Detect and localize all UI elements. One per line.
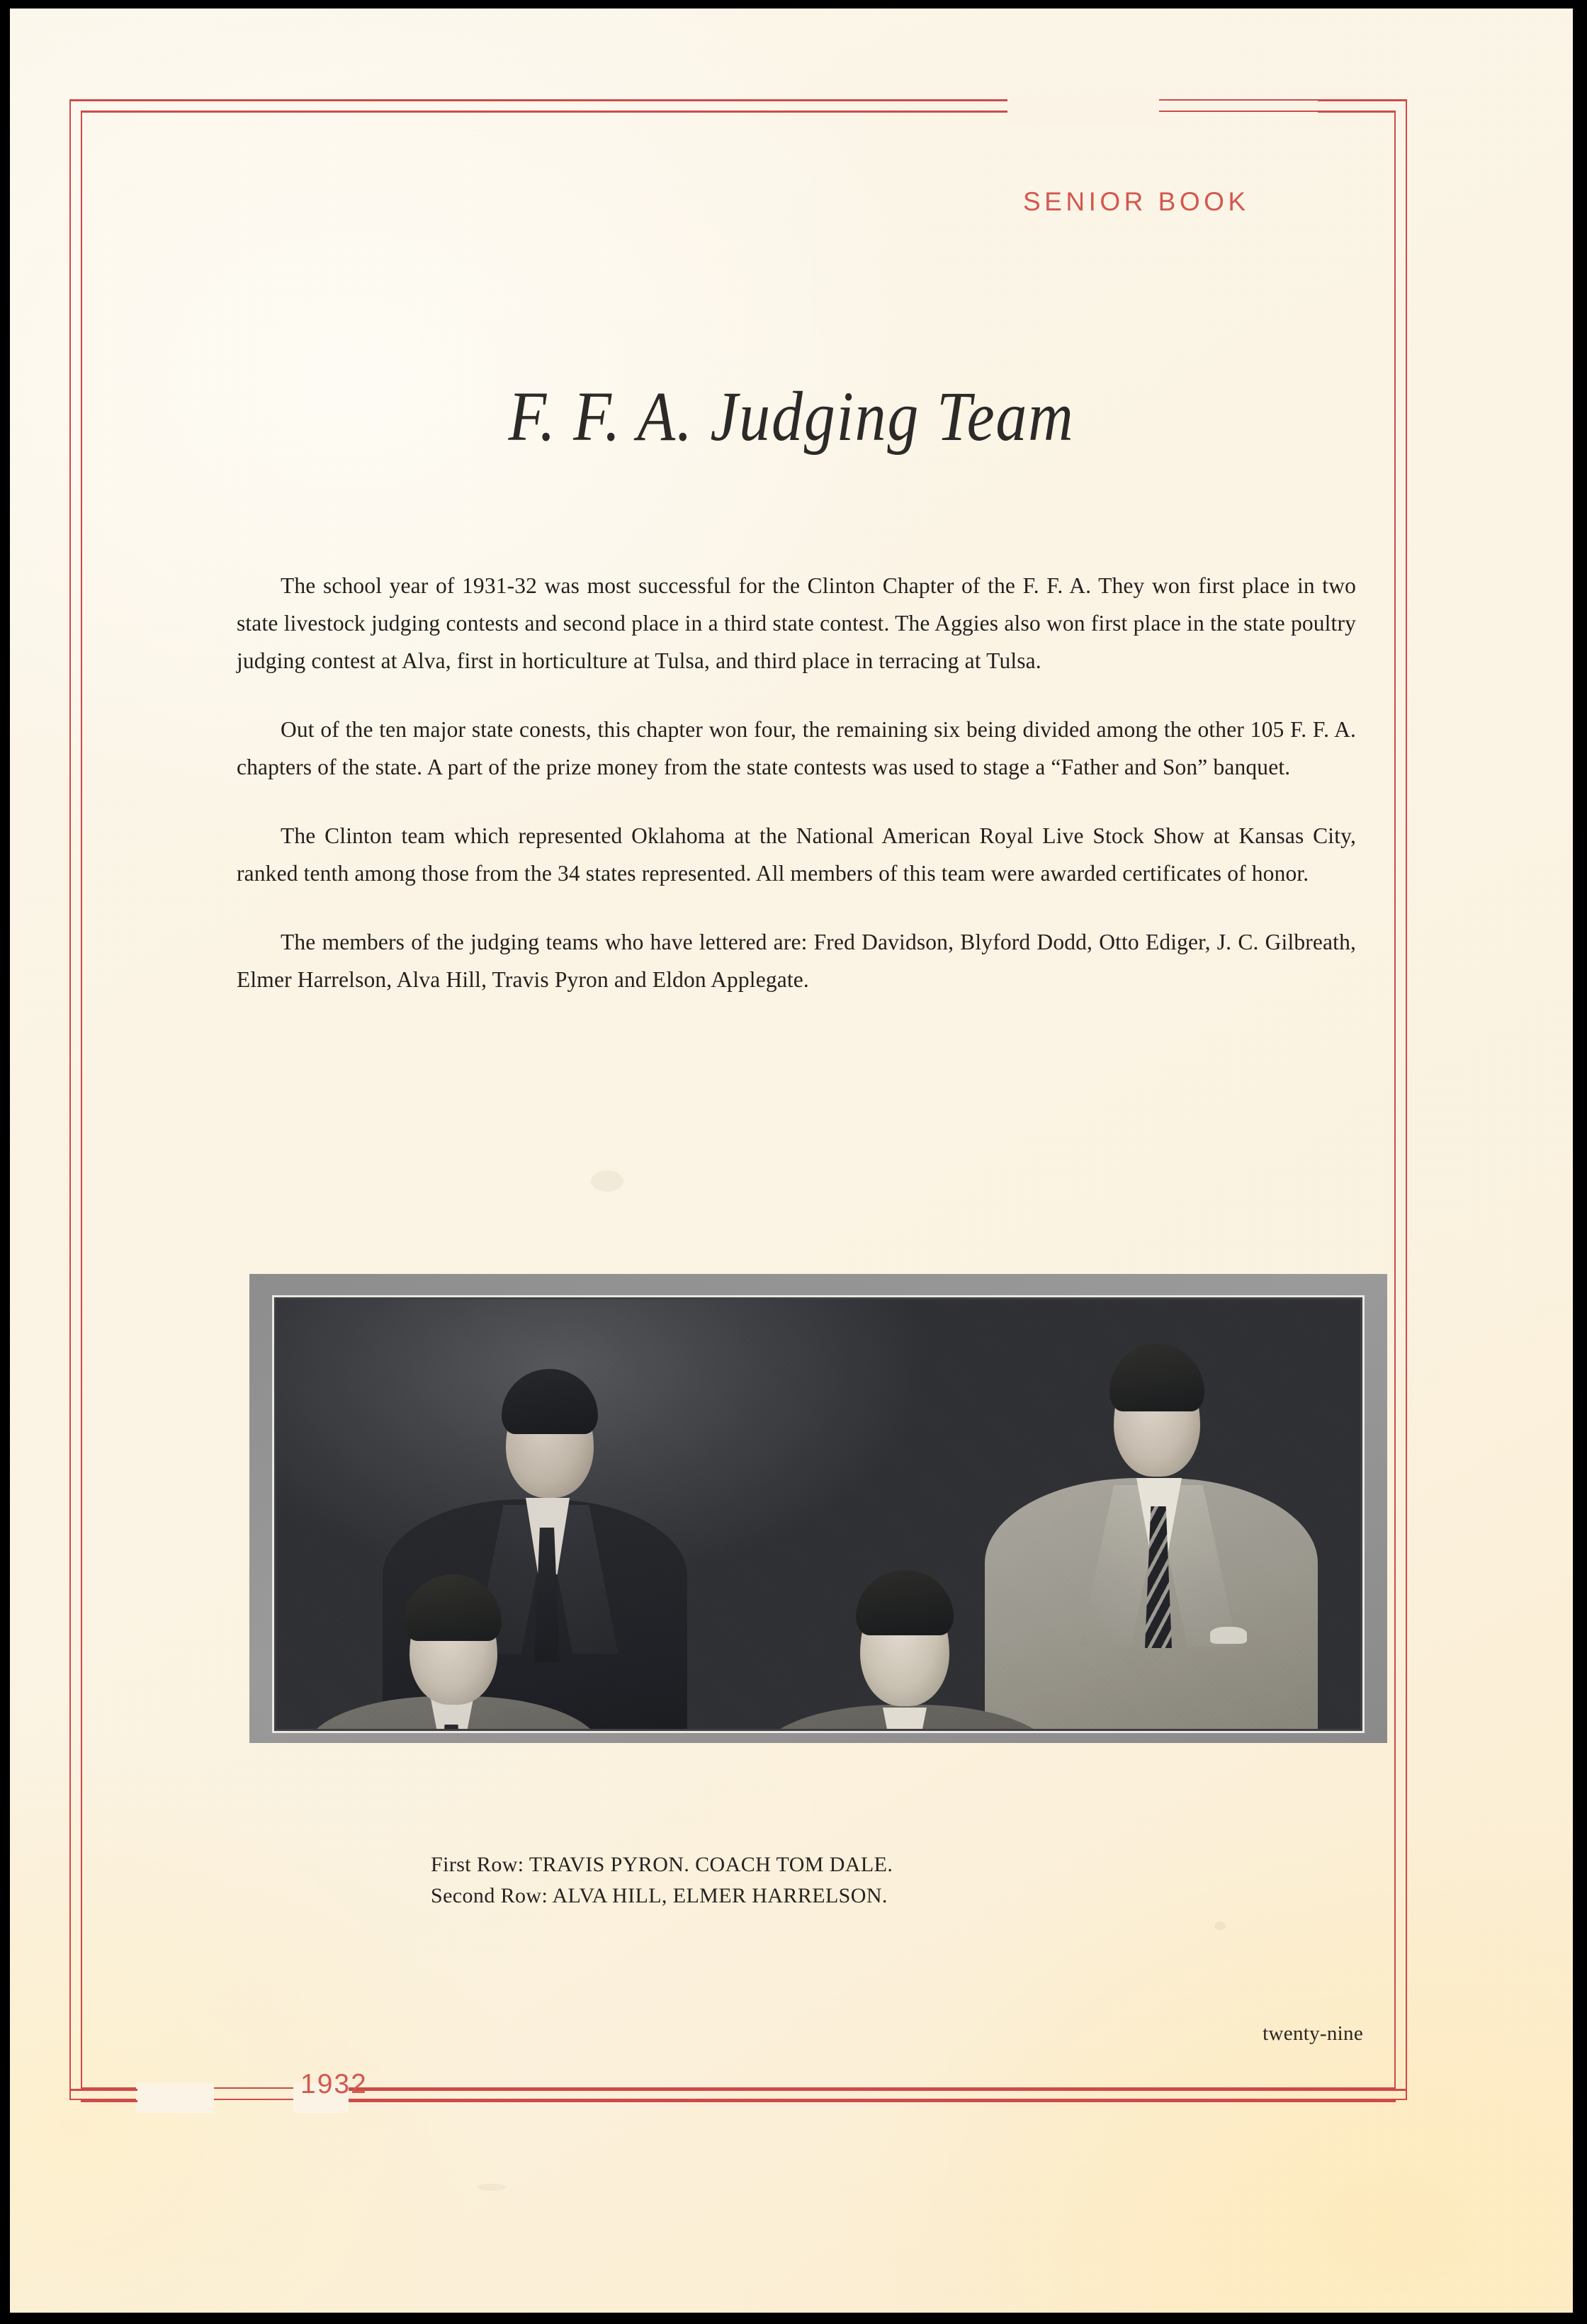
photo-mat-border: [249, 1274, 1387, 1743]
footer-rule-left-lower: [81, 2100, 137, 2102]
footer-rule-left-upper: [69, 2089, 137, 2091]
footer-year-label: 1932: [300, 2069, 368, 2099]
article-paragraph: The members of the judging teams who have lettered are: Fred Davidson, Blyford Dodd, Otto Ediger, J. C. Gilbreath, Elmer Harrelson, Alva Hill, Travis Pyron and Eldon Applegate.: [237, 930, 1356, 992]
photo-inner-liner: [272, 1295, 1365, 1733]
frame-gap-bottom-left: [136, 2083, 214, 2113]
header-rule-left-lower: [81, 111, 1007, 113]
header-rule-right-upper: [1318, 99, 1407, 101]
header-rule-right-lower: [1318, 111, 1396, 113]
caption-line-second-row: Second Row: ALVA HILL, ELMER HARRELSON.: [431, 1884, 888, 1907]
article-body: [237, 567, 1356, 998]
scan-speck: [1214, 1922, 1226, 1930]
caption-line-first-row: First Row: TRAVIS PYRON. COACH TOM DALE.: [431, 1853, 893, 1876]
footer-rule-right-lower: [349, 2100, 1396, 2102]
article-paragraph: Out of the ten major state conests, this chapter won four, the remaining six being divided among the other 105 F. F. A. chapters of the state. A part of the prize money from the state contests was used to stage a “Father and Son” banquet.: [237, 717, 1356, 779]
article-paragraph: The school year of 1931-32 was most successful for the Clinton Chapter of the F. F. A. They won first place in two state livestock judging contests and second place in a third state contest. The Aggies also won first place in the state poultry judging contest at Alva, first in horticulture at Tulsa, and third place in terracing at Tulsa.: [237, 573, 1356, 673]
photo-pocket-square: [1210, 1627, 1247, 1644]
paper-sheet: [10, 9, 1573, 2313]
header-section-label: SENIOR BOOK: [1023, 187, 1250, 216]
frame-gap-top-right: [1007, 95, 1159, 125]
header-rule-left-upper: [69, 99, 1007, 101]
team-photograph: [276, 1299, 1360, 1729]
footer-rule-right-upper: [349, 2089, 1407, 2091]
page-title: F. F. A. Judging Team: [508, 377, 1075, 456]
page-number: twenty-nine: [1263, 2022, 1363, 2045]
scan-smudge: [591, 1171, 623, 1192]
scan-speck: [478, 2184, 506, 2191]
photo-caption: [431, 1849, 893, 1912]
article-paragraph: The Clinton team which represented Oklahoma at the National American Royal Live Stock Show at Kansas City, ranked tenth among those from the 34 states represented. All members of this team were awarded certificates of honor.: [237, 823, 1356, 886]
